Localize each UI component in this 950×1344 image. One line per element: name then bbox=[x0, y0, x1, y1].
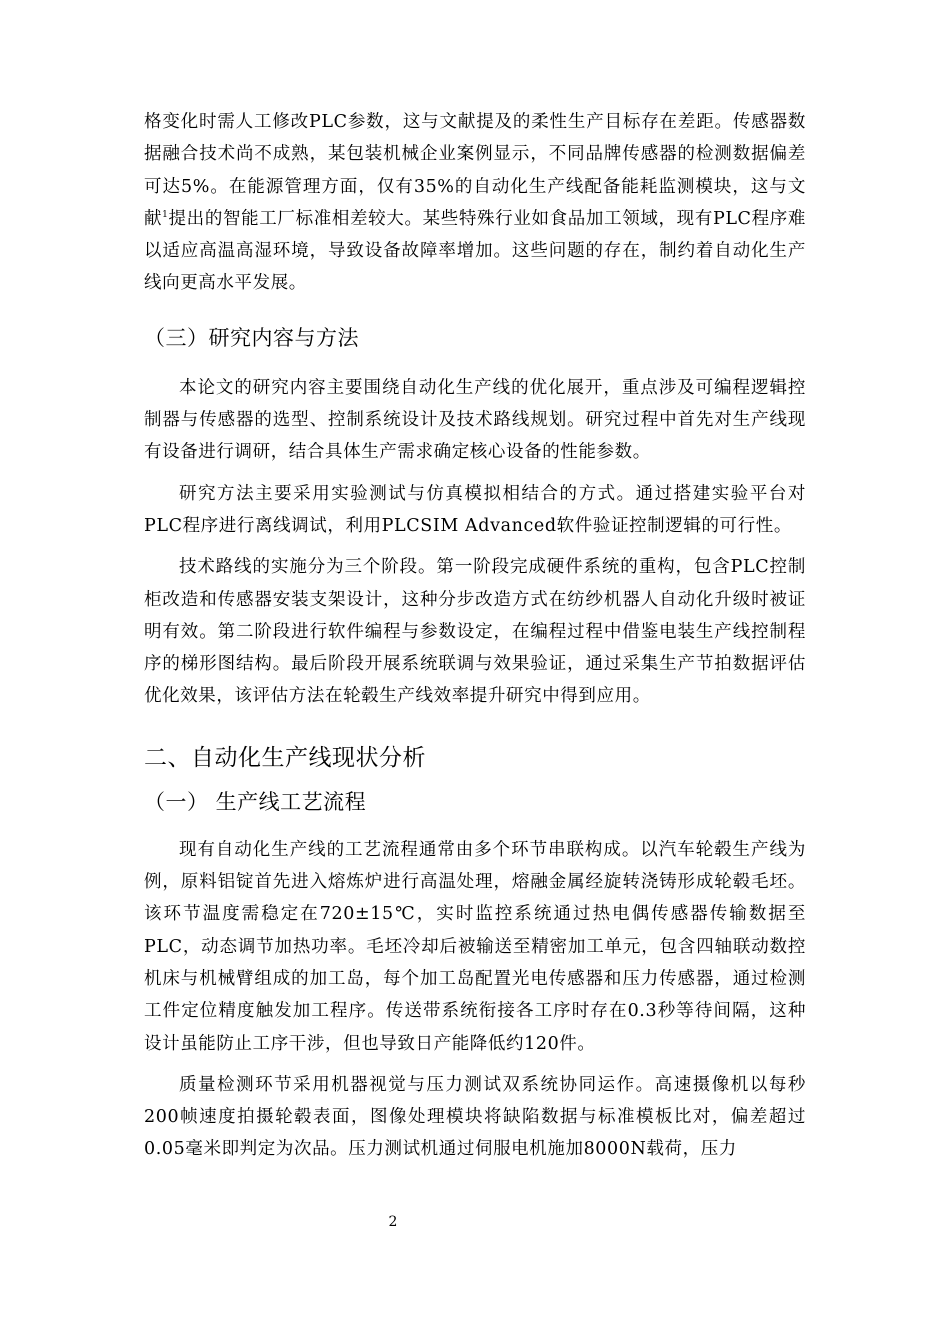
section-heading-process-flow: （一） 生产线工艺流程 bbox=[144, 789, 367, 814]
paragraph-intro-part-a: 格变化时需人工修改PLC参数，这与文献提及的柔性生产目标存在差距。传感器数据融合技术尚不成熟，某包装机械企业案例显示，不同品牌传感器的检测数据偏差可达5%。在能源管理方面，仅有35%的自动化生产线配备能耗监测模块，这与文献 bbox=[144, 112, 806, 229]
paragraph-research-1: 本论文的研究内容主要围绕自动化生产线的优化展开，重点涉及可编程逻辑控制器与传感器的选型、控制系统设计及技术路线规划。研究过程中首先对生产线现有设备进行调研，结合具体生产需求确定核心设备的性能参数。 bbox=[144, 377, 806, 463]
paragraph-intro-continued bbox=[144, 106, 806, 300]
chapter-heading-status-analysis: 二、自动化生产线现状分析 bbox=[144, 744, 426, 771]
page-number: 2 bbox=[388, 1214, 398, 1230]
paragraph-intro-part-b: 提出的智能工厂标准相差较大。某些特殊行业如食品加工领域，现有PLC程序难以适应高温高湿环境，导致设备故障率增加。这些问题的存在，制约着自动化生产线向更高水平发展。 bbox=[144, 208, 806, 294]
citation-superscript: 1 bbox=[162, 210, 169, 221]
paragraph-process-1: 现有自动化生产线的工艺流程通常由多个环节串联构成。以汽车轮毂生产线为例，原料铝锭首先进入熔炼炉进行高温处理，熔融金属经旋转浇铸形成轮毂毛坯。该环节温度需稳定在720±15℃，实时监控系统通过热电偶传感器传输数据至PLC，动态调节加热功率。毛坯冷却后被输送至精密加工单元，包含四轴联动数控机床与机械臂组成的加工岛，每个加工岛配置光电传感器和压力传感器，通过检测工件定位精度触发加工程序。传送带系统衔接各工序时存在0.3秒等待间隔，这种设计虽能防止工序干涉，但也导致日产能降低约120件。 bbox=[144, 839, 806, 1054]
paragraph-process-2: 质量检测环节采用机器视觉与压力测试双系统协同运作。高速摄像机以每秒200帧速度拍摄轮毂表面，图像处理模块将缺陷数据与标准模板比对，偏差超过0.05毫米即判定为次品。压力测试机通过伺服电机施加8000N载荷，压力 bbox=[144, 1074, 806, 1160]
section-heading-research-content: （三）研究内容与方法 bbox=[144, 325, 359, 350]
paragraph-research-3: 技术路线的实施分为三个阶段。第一阶段完成硬件系统的重构，包含PLC控制柜改造和传感器安装支架设计，这种分步改造方式在纺纱机器人自动化升级时被证明有效。第二阶段进行软件编程与参数设定，在编程过程中借鉴电装生产线控制程序的梯形图结构。最后阶段开展系统联调与效果验证，通过采集生产节拍数据评估优化效果，该评估方法在轮毂生产线效率提升研究中得到应用。 bbox=[144, 557, 806, 707]
paragraph-research-2: 研究方法主要采用实验测试与仿真模拟相结合的方式。通过搭建实验平台对PLC程序进行离线调试，利用PLCSIM Advanced软件验证控制逻辑的可行性。 bbox=[144, 483, 806, 536]
document-page bbox=[144, 106, 806, 1166]
